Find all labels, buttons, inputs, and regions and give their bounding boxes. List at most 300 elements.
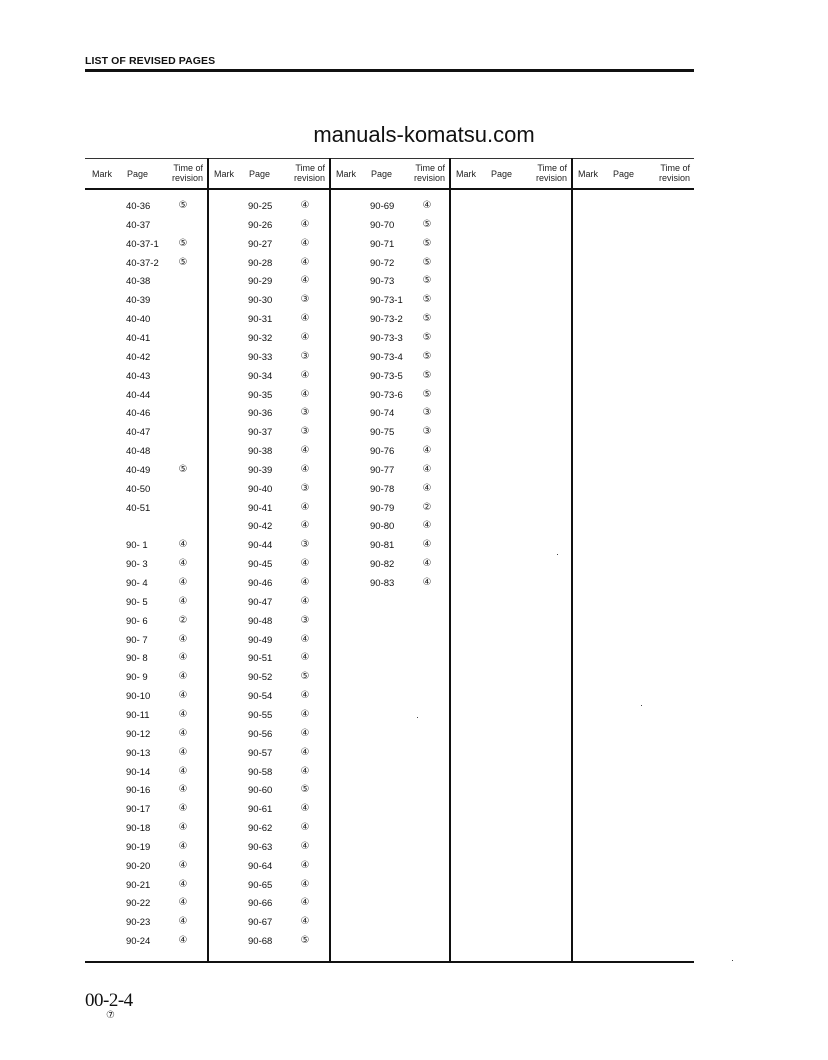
table-row (329, 578, 449, 596)
page-number: 90-47 (248, 596, 273, 608)
revision-mark (177, 275, 189, 287)
table-row (207, 352, 329, 370)
revision-mark: ③ (300, 407, 310, 419)
table-row (207, 427, 329, 445)
page-number: 40-41 (126, 332, 151, 344)
revised-pages-table (85, 158, 694, 963)
table-row (85, 578, 207, 596)
table-row (85, 767, 207, 785)
revision-mark: ④ (300, 878, 310, 890)
table-row (207, 446, 329, 464)
page-number: 90- 6 (126, 615, 148, 627)
revision-mark (177, 520, 189, 532)
page-number: 90-48 (248, 615, 273, 627)
revision-mark: ④ (300, 897, 310, 909)
table-row (85, 465, 207, 483)
page-number: 40-51 (126, 502, 151, 514)
header-time-of-revision (172, 163, 203, 183)
revision-mark: ⑤ (178, 200, 188, 211)
table-row (207, 258, 329, 276)
revision-mark: ④ (178, 577, 188, 588)
page-number: 90-40 (248, 483, 273, 495)
page-number: 90-73-5 (370, 370, 403, 382)
page-number: 90-11 (126, 709, 150, 721)
page-number: 40-50 (126, 483, 151, 495)
table-row (85, 220, 207, 238)
page-number: 90- 1 (126, 540, 148, 552)
revision-mark: ④ (422, 520, 432, 532)
table-row (329, 333, 449, 351)
page-number: 90-14 (126, 766, 151, 778)
page-number: 90-51 (248, 653, 273, 665)
table-row (207, 898, 329, 916)
table-row (85, 691, 207, 709)
table-row (207, 465, 329, 483)
page-number: 90-24 (126, 936, 151, 948)
page-number: 40-39 (126, 295, 151, 307)
table-row (85, 446, 207, 464)
revision-mark: ⑤ (300, 671, 310, 683)
table-row (85, 239, 207, 257)
page-number: 90-73-2 (370, 314, 403, 326)
revision-mark: ② (178, 614, 188, 626)
revision-mark: ⑤ (422, 313, 432, 325)
revision-mark: ④ (422, 463, 432, 475)
revision-mark: ⑤ (178, 237, 188, 249)
header-time-of-revision (659, 163, 690, 183)
table-row (207, 635, 329, 653)
revision-mark: ③ (300, 539, 310, 551)
header-time-line1: Time of (660, 163, 690, 173)
scan-speck (557, 554, 558, 555)
table-row (207, 785, 329, 803)
revision-mark: ④ (300, 331, 310, 343)
page-number: 90-12 (126, 728, 151, 740)
page-number: 90-17 (126, 804, 151, 816)
page-number: 90-56 (248, 728, 273, 740)
page-number: 90-77 (370, 464, 395, 476)
page-number: 90-63 (248, 841, 273, 853)
page-number: 90-80 (370, 521, 395, 533)
table-row (85, 276, 207, 294)
page-number: 40-38 (126, 276, 151, 288)
column-group-3 (329, 158, 449, 963)
column-group-5 (571, 158, 694, 963)
revision-mark: ④ (178, 633, 188, 645)
table-row (329, 559, 449, 577)
page-number: 90-25 (248, 201, 273, 212)
page-number: 90-19 (126, 841, 151, 853)
header-mark: Mark (92, 169, 112, 179)
table-row (85, 823, 207, 841)
page-number: 90-38 (248, 446, 273, 458)
page-number: 90-41 (248, 502, 273, 514)
table-row (207, 710, 329, 728)
page-number: 90-81 (370, 540, 395, 552)
table-row (329, 427, 449, 445)
page-number: 90-73-3 (370, 332, 403, 344)
table-row (207, 239, 329, 257)
table-row (207, 917, 329, 935)
table-row (329, 521, 449, 539)
page-number: 40-36 (126, 201, 151, 212)
table-row (85, 880, 207, 898)
table-row (85, 917, 207, 935)
page-number: 40-46 (126, 408, 151, 420)
revision-mark: ④ (178, 539, 188, 551)
header-page: Page (249, 169, 271, 179)
page-number: 90-39 (248, 464, 273, 476)
revision-mark: ④ (178, 671, 188, 683)
table-row (207, 597, 329, 615)
page-number: 90- 7 (126, 634, 148, 646)
page-number: 90-76 (370, 446, 395, 458)
page-number: 90- 4 (126, 578, 148, 589)
page-number: 90-55 (248, 709, 273, 721)
revision-mark (177, 502, 189, 514)
page-number: 40-49 (126, 464, 151, 476)
header-page: Page (491, 169, 513, 179)
revision-mark: ④ (300, 369, 310, 381)
revision-mark: ④ (422, 200, 432, 211)
page-number: 90-72 (370, 257, 395, 269)
table-row (207, 521, 329, 539)
page-number: 90-65 (248, 879, 273, 891)
page-number: 90-66 (248, 898, 273, 910)
table-row (329, 408, 449, 426)
column-group-1 (85, 158, 207, 963)
revision-mark: ④ (300, 577, 310, 588)
table-row (85, 201, 207, 219)
revision-mark: ④ (300, 520, 310, 532)
table-row (207, 672, 329, 690)
table-row (85, 390, 207, 408)
table-row (85, 653, 207, 671)
table-row (207, 842, 329, 860)
header-time-line2: revision (658, 173, 690, 183)
table-row (329, 220, 449, 238)
revision-mark: ③ (300, 350, 310, 362)
revision-mark (177, 332, 189, 344)
table-row (85, 748, 207, 766)
revision-mark: ⑤ (300, 784, 310, 796)
table-row (207, 616, 329, 634)
revision-mark: ⑤ (178, 463, 188, 475)
revision-mark: ④ (178, 803, 188, 815)
table-row (329, 540, 449, 558)
page-number: 90-67 (248, 917, 273, 929)
table-row (329, 314, 449, 332)
column-group-4 (449, 158, 571, 963)
revision-mark: ⑤ (300, 935, 310, 947)
page-number: 90-21 (126, 879, 151, 891)
section-title: LIST OF REVISED PAGES (85, 55, 216, 67)
table-row (207, 295, 329, 313)
page-number: 90-73-6 (370, 389, 403, 401)
header-time-of-revision (414, 163, 445, 183)
revision-mark: ⑤ (422, 294, 432, 306)
table-row (207, 333, 329, 351)
table-row (207, 201, 329, 219)
page-number: 90-46 (248, 578, 273, 589)
table-row (85, 898, 207, 916)
revision-mark: ③ (300, 614, 310, 626)
page-number: 90-13 (126, 747, 151, 759)
revision-mark (177, 407, 189, 419)
table-row (85, 503, 207, 521)
revision-mark: ④ (300, 822, 310, 834)
page-number: 90-45 (248, 559, 273, 571)
revision-mark: ④ (178, 708, 188, 720)
page-number: 90-60 (248, 785, 273, 797)
page-number: 90-73 (370, 276, 395, 288)
page-number: 90-49 (248, 634, 273, 646)
table-row (207, 371, 329, 389)
table-row (329, 201, 449, 219)
table-row (329, 239, 449, 257)
page-number: 90-18 (126, 823, 151, 835)
revision-mark: ④ (300, 916, 310, 928)
revision-mark: ④ (300, 746, 310, 758)
scan-speck (417, 717, 418, 718)
revision-mark: ④ (300, 445, 310, 457)
footer-page-number: 00-2-4 (85, 990, 133, 1011)
table-row (207, 861, 329, 879)
revision-mark: ⑤ (422, 237, 432, 249)
table-row (207, 578, 329, 596)
revision-mark: ④ (300, 313, 310, 325)
revision-mark: ④ (422, 539, 432, 551)
header-time-line1: Time of (415, 163, 445, 173)
revision-mark: ④ (178, 595, 188, 607)
revision-mark: ④ (300, 256, 310, 268)
header-mark: Mark (336, 169, 356, 179)
table-row (85, 710, 207, 728)
revision-mark: ⑤ (178, 256, 188, 268)
revision-mark: ④ (178, 822, 188, 834)
page-number: 90-34 (248, 370, 273, 382)
revision-mark (177, 426, 189, 438)
column-group-2 (207, 158, 329, 963)
table-row (85, 672, 207, 690)
table-row (207, 748, 329, 766)
page-number: 90-69 (370, 201, 395, 212)
table-row (85, 842, 207, 860)
header-time-line1: Time of (173, 163, 203, 173)
table-row (85, 408, 207, 426)
page-number: 90-52 (248, 672, 273, 684)
revision-mark: ④ (300, 595, 310, 607)
revision-mark: ④ (300, 388, 310, 400)
top-rule (85, 69, 694, 72)
page-number: 90-44 (248, 540, 273, 552)
revision-mark (177, 370, 189, 382)
revision-mark: ④ (300, 501, 310, 513)
header-time-line1: Time of (295, 163, 325, 173)
revision-mark: ④ (300, 558, 310, 570)
revision-mark (177, 219, 189, 231)
header-time-line2: revision (535, 173, 567, 183)
page-number: 90-37 (248, 427, 273, 439)
table-row (207, 767, 329, 785)
page-number: 90-82 (370, 559, 395, 571)
header-page: Page (371, 169, 393, 179)
table-row (85, 729, 207, 747)
table-row (85, 371, 207, 389)
revision-mark: ④ (300, 765, 310, 777)
table-row (207, 804, 329, 822)
table-row (207, 220, 329, 238)
page-number: 40-44 (126, 389, 151, 401)
revision-mark: ④ (300, 633, 310, 645)
page-number: 90-58 (248, 766, 273, 778)
page-number: 90-23 (126, 917, 151, 929)
page-number: 90-10 (126, 691, 151, 703)
page-number: 90-28 (248, 257, 273, 269)
page-number: 90-78 (370, 483, 395, 495)
table-row (85, 540, 207, 558)
revision-mark: ④ (178, 916, 188, 928)
table-row (85, 427, 207, 445)
table-row (329, 446, 449, 464)
table-row (329, 503, 449, 521)
revision-mark: ② (422, 501, 432, 513)
revision-mark: ④ (178, 690, 188, 702)
table-row (329, 258, 449, 276)
page-number: 90-32 (248, 332, 273, 344)
watermark: manuals-komatsu.com (313, 122, 535, 147)
table-row (207, 408, 329, 426)
page-number: 90-29 (248, 276, 273, 288)
revision-mark: ③ (300, 294, 310, 306)
table-row (85, 597, 207, 615)
page-number: 40-37-1 (126, 238, 159, 250)
page-number: 90-70 (370, 219, 395, 231)
table-row (85, 804, 207, 822)
revision-mark (177, 294, 189, 306)
table-row (85, 785, 207, 803)
table-row (85, 521, 207, 539)
table-row (85, 616, 207, 634)
revision-mark: ④ (178, 897, 188, 909)
page-number: 90-16 (126, 785, 151, 797)
page-number: 40-43 (126, 370, 151, 382)
revision-mark: ④ (422, 577, 432, 588)
table-row (329, 465, 449, 483)
table-row (85, 936, 207, 954)
page-number: 90-42 (248, 521, 273, 533)
table-row (207, 314, 329, 332)
table-row (207, 729, 329, 747)
revision-mark (177, 313, 189, 325)
page-number: 90- 3 (126, 559, 148, 571)
revision-mark: ③ (422, 426, 432, 438)
table-row (85, 484, 207, 502)
page-number: 90- 8 (126, 653, 148, 665)
header-page: Page (127, 169, 149, 179)
page-number: 90-27 (248, 238, 273, 250)
revision-mark: ③ (300, 482, 310, 494)
page-number: 90-64 (248, 860, 273, 872)
page-number: 90-73-4 (370, 351, 403, 363)
revision-mark: ④ (422, 558, 432, 570)
table-row (207, 540, 329, 558)
page-number: 90-57 (248, 747, 273, 759)
revision-mark: ④ (300, 237, 310, 249)
header-mark: Mark (214, 169, 234, 179)
revision-mark: ④ (178, 746, 188, 758)
revision-mark: ④ (178, 727, 188, 739)
page-number: 90-83 (370, 578, 395, 589)
revision-mark: ⑤ (422, 275, 432, 287)
revision-mark (177, 483, 189, 495)
header-page: Page (613, 169, 635, 179)
revision-mark: ⑤ (422, 256, 432, 268)
scan-speck (641, 705, 642, 706)
table-row (85, 258, 207, 276)
header-time-of-revision (536, 163, 567, 183)
header-time-line2: revision (293, 173, 325, 183)
revision-mark: ④ (300, 859, 310, 871)
revision-mark: ⑤ (422, 350, 432, 362)
page-number: 90-22 (126, 898, 151, 910)
table-row (207, 880, 329, 898)
revision-mark: ④ (300, 840, 310, 852)
table-row (207, 653, 329, 671)
revision-mark: ④ (178, 935, 188, 947)
revision-mark: ⑤ (422, 331, 432, 343)
revision-mark: ④ (178, 859, 188, 871)
table-row (207, 936, 329, 954)
revision-mark: ⑤ (422, 218, 432, 230)
page-number: 90-26 (248, 219, 273, 231)
header-time-line2: revision (413, 173, 445, 183)
page-number: 90-74 (370, 408, 395, 420)
table-row (329, 352, 449, 370)
page-number: 40-42 (126, 351, 151, 363)
revision-mark: ④ (300, 727, 310, 739)
revision-mark: ⑤ (422, 388, 432, 400)
revision-mark (177, 389, 189, 401)
table-row (85, 861, 207, 879)
page-number: 90-36 (248, 408, 273, 420)
page-number: 90-30 (248, 295, 273, 307)
page-number: 90-54 (248, 691, 273, 703)
revision-mark: ④ (178, 784, 188, 796)
header-time-of-revision (294, 163, 325, 183)
table-row (207, 691, 329, 709)
revision-mark: ④ (300, 708, 310, 720)
revision-mark: ③ (422, 407, 432, 419)
footer-revision-mark: ⑦ (106, 1010, 115, 1021)
revision-mark (177, 351, 189, 363)
revision-mark: ④ (300, 463, 310, 475)
scan-speck (732, 960, 733, 961)
header-time-line1: Time of (537, 163, 567, 173)
page-number: 40-37-2 (126, 257, 159, 269)
page-number: 90-75 (370, 427, 395, 439)
page-number: 90- 5 (126, 596, 148, 608)
revision-mark: ④ (178, 840, 188, 852)
table-row (207, 823, 329, 841)
revision-mark: ④ (178, 878, 188, 890)
table-row (207, 276, 329, 294)
page-number: 90-79 (370, 502, 395, 514)
page-number: 90-35 (248, 389, 273, 401)
table-row (85, 295, 207, 313)
table-row (329, 371, 449, 389)
revision-mark: ④ (300, 803, 310, 815)
